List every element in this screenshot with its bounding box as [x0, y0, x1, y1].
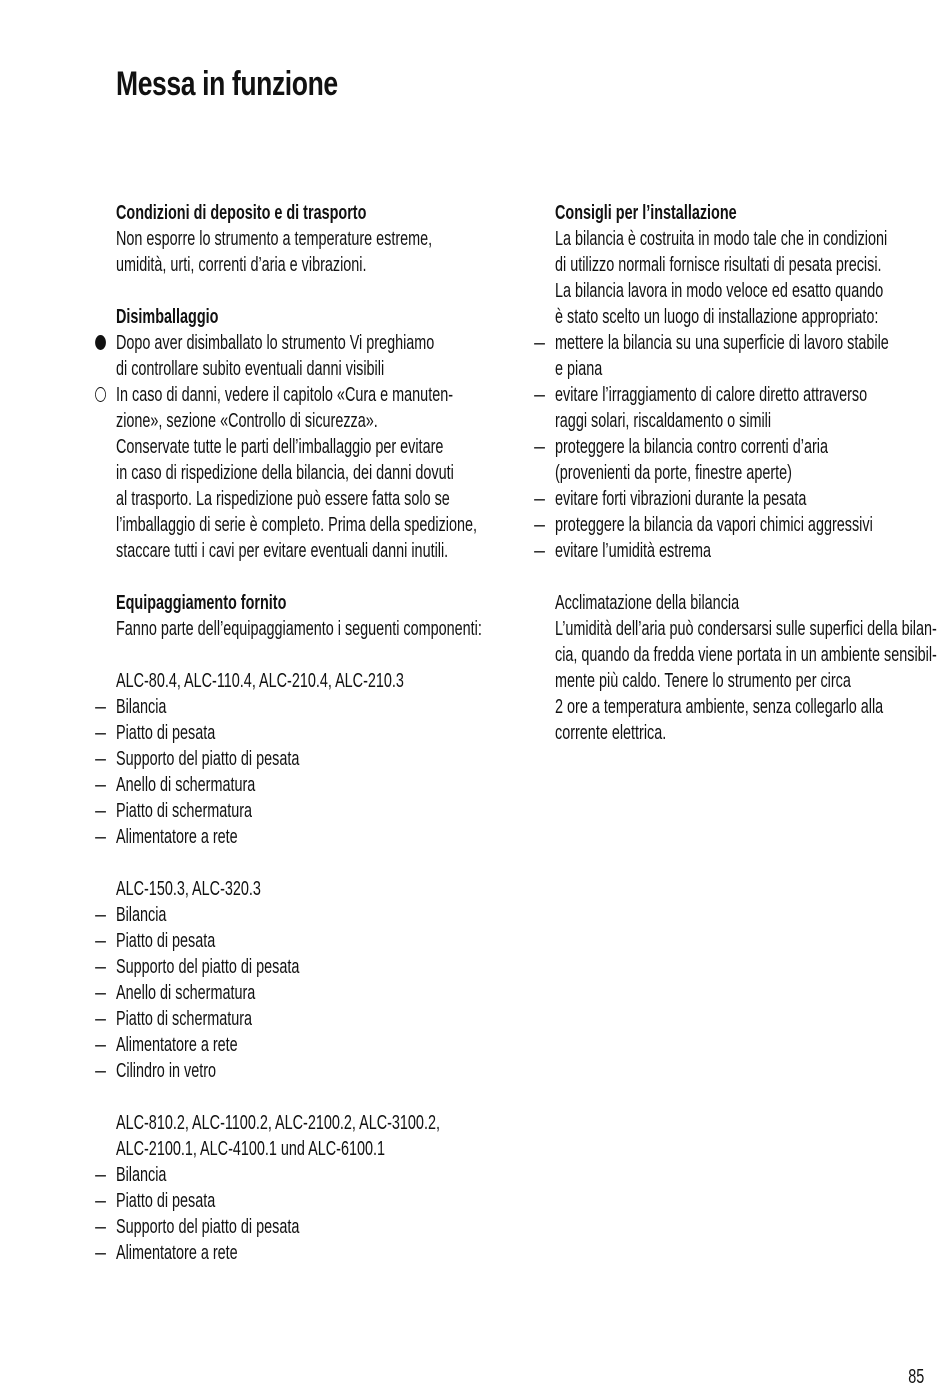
dash-bullet: –: [95, 1216, 107, 1238]
dash-bullet: –: [95, 1008, 107, 1030]
text-line-content: evitare l’irraggiamento di calore diretto attraverso: [555, 384, 868, 406]
left-column: [95, 200, 536, 1266]
text-line: corrente elettrica.: [555, 722, 667, 744]
text-line-content: Alimentatore a rete: [116, 826, 238, 848]
section-heading-acclimatization: Acclimatazione della bilancia: [555, 592, 740, 614]
list-item: [95, 772, 418, 798]
text-line-content: Bilancia: [116, 904, 167, 926]
list-item: [555, 356, 829, 382]
text-line-content: Supporto del piatto di pesata: [116, 748, 300, 770]
list-item: [95, 694, 418, 720]
text-line-content: proteggere la bilancia contro correnti d’aria: [555, 436, 828, 458]
dash-bullet: –: [95, 826, 107, 848]
dash-bullet: –: [95, 1190, 107, 1212]
text-line: Non esporre lo strumento a temperature estreme,: [116, 228, 433, 250]
dash-bullet: –: [95, 722, 107, 744]
dash-bullet: –: [95, 1242, 107, 1264]
list-item: [534, 512, 873, 538]
text-line-content: mettere la bilancia su una superficie di lavoro stabile: [555, 332, 889, 354]
text-line-content: evitare forti vibrazioni durante la pesata: [555, 488, 807, 510]
text-line: [116, 382, 454, 408]
text-line-content: e piana: [555, 358, 603, 380]
installation-list: [534, 330, 935, 564]
list-item: [95, 902, 418, 928]
list-item: [95, 928, 418, 954]
list-item: [534, 434, 829, 460]
list-item: [95, 1162, 418, 1188]
text-line-content: evitare l’umidità estrema: [555, 540, 712, 562]
dash-bullet: –: [534, 384, 546, 406]
page-title: Messa in funzione: [116, 65, 338, 103]
text-line: l’imballaggio di serie è completo. Prima della spedizione,: [116, 514, 477, 536]
section-heading-equipment: Equipaggiamento fornito: [116, 592, 287, 614]
dash-bullet: –: [95, 748, 107, 770]
dash-bullet: –: [534, 488, 546, 510]
list-item: [95, 824, 418, 850]
dash-bullet: –: [95, 930, 107, 952]
hollow-circle-icon: [95, 387, 106, 402]
text-line-content: Piatto di pesata: [116, 722, 216, 744]
text-line: [116, 330, 435, 356]
filled-circle-icon: [95, 335, 106, 350]
dash-bullet: –: [534, 540, 546, 562]
dash-bullet: –: [95, 956, 107, 978]
text-line: di utilizzo normali fornisce risultati di pesata precisi.: [555, 254, 882, 276]
dash-bullet: –: [95, 696, 107, 718]
list-item: [95, 1188, 418, 1214]
text-line-content: Supporto del piatto di pesata: [116, 1216, 300, 1238]
dash-bullet: –: [534, 436, 546, 458]
equipment-group-2: [95, 876, 536, 1084]
list-item: [95, 980, 418, 1006]
text-line-content: Piatto di pesata: [116, 1190, 216, 1212]
dash-bullet: –: [95, 1164, 107, 1186]
section-heading-installation: Consigli per l’installazione: [555, 202, 737, 224]
list-item: [534, 538, 829, 564]
text-line-content: ALC-80.4, ALC-110.4, ALC-210.4, ALC-210.3: [116, 670, 404, 692]
text-line-content: Supporto del piatto di pesata: [116, 956, 300, 978]
text-line: Conservate tutte le parti dell’imballaggio per evitare: [116, 436, 444, 458]
text-line: La bilancia lavora in modo veloce ed esatto quando: [555, 280, 884, 302]
text-line: mente più caldo. Tenere lo strumento per circa: [555, 670, 851, 692]
text-line-content: ALC-2100.1, ALC-4100.1 und ALC-6100.1: [116, 1138, 385, 1160]
list-item: [95, 1032, 418, 1058]
model-line: [116, 1110, 440, 1136]
text-line-content: Piatto di schermatura: [116, 800, 253, 822]
text-line-content: ALC-810.2, ALC-1100.2, ALC-2100.2, ALC-3100.2,: [116, 1112, 440, 1134]
text-line-content: Anello di schermatura: [116, 982, 256, 1004]
text-line-content: Dopo aver disimballato lo strumento Vi preghiamo: [116, 332, 435, 354]
text-line-content: Cilindro in vetro: [116, 1060, 217, 1082]
text-line: al trasporto. La rispedizione può essere fatta solo se: [116, 488, 450, 510]
dash-bullet: –: [95, 1060, 107, 1082]
text-line-content: Piatto di pesata: [116, 930, 216, 952]
text-line: L’umidità dell’aria può condersarsi sulle superfici della bilan-: [555, 618, 937, 640]
list-item: [555, 460, 829, 486]
text-line: Fanno parte dell’equipaggiamento i seguenti componenti:: [116, 618, 482, 640]
list-item: [95, 1058, 418, 1084]
dash-bullet: –: [95, 982, 107, 1004]
list-item: [95, 720, 418, 746]
dash-bullet: –: [534, 514, 546, 536]
text-line: umidità, urti, correnti d’aria e vibrazioni.: [116, 254, 367, 276]
right-column: [534, 200, 937, 746]
section-heading-storage: Condizioni di deposito e di trasporto: [116, 202, 367, 224]
text-line-content: Anello di schermatura: [116, 774, 256, 796]
section-heading-unpacking: Disimballaggio: [116, 306, 219, 328]
dash-bullet: –: [95, 800, 107, 822]
list-item: [95, 798, 418, 824]
text-line: di controllare subito eventuali danni visibili: [116, 358, 385, 380]
dash-bullet: –: [95, 1034, 107, 1056]
model-line: [116, 876, 418, 902]
list-item: [555, 408, 829, 434]
text-line-content: (provenienti da porte, finestre aperte): [555, 462, 792, 484]
list-item: [534, 382, 868, 408]
text-line: La bilancia è costruita in modo tale che in condizioni: [555, 228, 888, 250]
text-line-content: raggi solari, riscaldamento o simili: [555, 410, 772, 432]
text-line-content: proteggere la bilancia da vapori chimici aggressivi: [555, 514, 873, 536]
list-item: [534, 486, 829, 512]
text-line-content: In caso di danni, vedere il capitolo «Cura e manuten-: [116, 384, 454, 406]
dash-bullet: –: [95, 904, 107, 926]
list-item: [95, 746, 418, 772]
text-line: è stato scelto un luogo di installazione appropriato:: [555, 306, 879, 328]
text-line: cia, quando da fredda viene portata in un ambiente sensibil-: [555, 644, 937, 666]
text-line: zione», sezione «Controllo di sicurezza».: [116, 410, 378, 432]
list-item: [534, 330, 889, 356]
text-line-content: Alimentatore a rete: [116, 1034, 238, 1056]
text-line: staccare tutti i cavi per evitare eventuali danni inutili.: [116, 540, 449, 562]
equipment-group-3: [95, 1110, 536, 1266]
text-line: 2 ore a temperatura ambiente, senza collegarlo alla: [555, 696, 884, 718]
list-item: [95, 1006, 418, 1032]
dash-bullet: –: [95, 774, 107, 796]
text-line-content: Bilancia: [116, 1164, 167, 1186]
text-line-content: Alimentatore a rete: [116, 1242, 238, 1264]
text-line-content: ALC-150.3, ALC-320.3: [116, 878, 261, 900]
model-line: [116, 668, 418, 694]
equipment-group-1: [95, 668, 536, 850]
list-item: [95, 1240, 418, 1266]
text-line-content: Bilancia: [116, 696, 167, 718]
dash-bullet: –: [534, 332, 546, 354]
list-item: [95, 1214, 418, 1240]
text-line-content: Piatto di schermatura: [116, 1008, 253, 1030]
model-line: [116, 1136, 418, 1162]
text-line: in caso di rispedizione della bilancia, dei danni dovuti: [116, 462, 454, 484]
page-number: 85: [907, 1366, 924, 1388]
list-item: [95, 954, 418, 980]
